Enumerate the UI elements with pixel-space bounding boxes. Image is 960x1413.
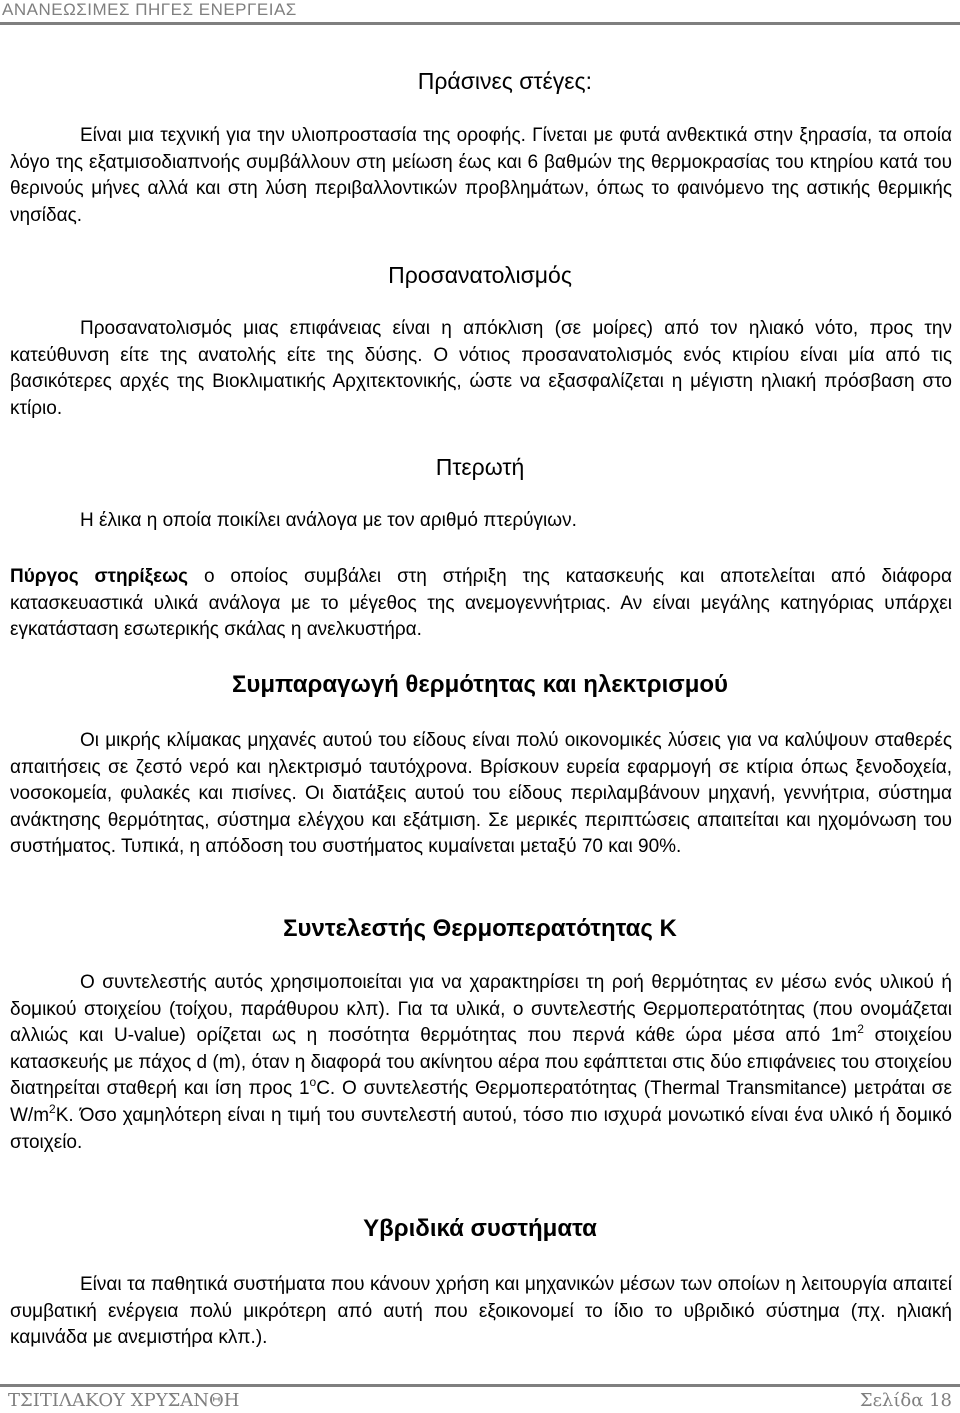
paragraph-blade: Η έλικα η οποία ποικίλει ανάλογα με τον αριθμό πτερύγιων. [80, 510, 577, 531]
paragraph-thermal-k [10, 970, 952, 1156]
paragraph-hybrid: Είναι τα παθητικά συστήματα που κάνουν χρήση και μηχανικών μέσων των οποίων η λειτουργία απαιτεί συμβατική ενέργεια πολύ μικρότερη από αυτή που εξοικονομεί το ίδιο το υβριδικό σύστημα (πχ. ηλιακή καμινάδα με ανεμιστήρα κλπ.). [10, 1274, 952, 1349]
term-tower: Πύργος στηρίξεως [10, 566, 189, 587]
thermal-k-text-4: K. Όσο χαμηλότερη είναι η τιμή του συντελεστή αυτού, τόσο πιο ισχυρά μονωτικό είναι ένα υλικό ή δομικό στοιχείο. [10, 1104, 952, 1153]
paragraph-cogeneration: Οι μικρής κλίμακας μηχανές αυτού του είδους είναι πολύ οικονομικές λύσεις για να καλύψουν σταθερές απαιτήσεις σε ζεστό νερό και ηλεκτρισμό ταυτόχρονα. Βρίσκουν ευρεία εφαρμογή σε κτίρια όπως ξενοδοχεία, νοσοκομεία, φυλακές και πισίνες. Οι διατάξεις αυτού του είδους περιλαμβάνουν μηχανή, γεννήτρια, σύστημα ανάκτησης θερμότητας, σύστημα ελέγχου και εξάτμιση. Σε μερικές περιπτώσεις απαιτείται και ηχομόνωση του συστήματος. Τυπικά, η απόδοση του συστήματος κυμαίνεται μεταξύ 70 και 90%. [10, 730, 952, 858]
heading-cogeneration: Συμπαραγωγή θερμότητας και ηλεκτρισμού [231, 671, 729, 698]
paragraph-tower-body: ο οποίος συμβάλει στη στήριξη της κατασκευής και αποτελείται από διάφορα κατασκευαστικά υλικά ανάλογα με το μέγεθος της ανεμογεννήτριας. Αν είναι μεγάλης κατηγόριας υπάρχει εγκατάσταση εσωτερικής σκάλας η ανελκυστήρα. [10, 566, 952, 641]
thermal-k-text-3: C. Ο συντελεστής Θερμοπερατότητας (Thermal Transmitance) μετράται σε W/m [10, 1078, 952, 1126]
thermal-k-text-1: Ο συντελεστής αυτός χρησιμοποιείται για να χαρακτηρίσει τη ροή θερμότητας εν μέσω ενός υλικού ή δομικού στοιχείου (τοίχου, παράθυρου κλπ). Για τα υλικά, ο συντελεστής Θερμοπερατότητας (που ονομάζεται αλλιώς και U-value) ορίζεται ως η ποσότητα θερμότητας που περνά κάθε ώρα μέσα από 1m [10, 972, 952, 1047]
heading-hybrid: Υβριδικά συστήματα [363, 1215, 597, 1242]
footer-page-number: Σελίδα 18 [859, 1390, 952, 1411]
footer-divider [0, 1384, 960, 1387]
paragraph-tower [10, 564, 952, 644]
paragraph-orientation: Προσανατολισμός μιας επιφάνειας είναι η απόκλιση (σε μοίρες) από τον ηλιακό νότο, προς την κατεύθυνση είτε της ανατολής είτε της δύσης. Ο νότιος προσανατολισμός ενός κτιρίου είναι μία από τις βασικότερες αρχές της Βιοκλιματικής Αρχιτεκτονικής, ώστε να εξασφαλίζεται η μέγιστη ηλιακή πρόσβαση στο κτίριο. [10, 318, 952, 419]
header-divider [0, 22, 960, 25]
thermal-k-text-2: στοιχείου κατασκευής με πάχος d (m), όταν η διαφορά του ακίνητου αέρα που εφάπτεται στις δύο επιφάνειες του στοιχείου διατηρείται σταθερή και ίση προς 1 [10, 1025, 952, 1100]
thermal-k-sup-2: o [309, 1075, 317, 1090]
thermal-k-sup-3: 2 [49, 1101, 56, 1116]
heading-blade: Πτερωτή [435, 454, 525, 480]
heading-orientation: Προσανατολισμός [388, 262, 572, 288]
footer-author: ΤΣΙΤΙΛΑΚΟΥ ΧΡΥΣΑΝΘΗ [8, 1390, 240, 1411]
paragraph-green-roofs: Είναι μια τεχνική για την υλιοπροστασία της οροφής. Γίνεται με φυτά ανθεκτικά στην ξηρασία, τα οποία λόγο της εξατμισοδιαπνοής συμβάλλουν στη μείωση έως και 6 βαθμών της θερμοκρασίας του κτηρίου κατά του θερινούς μήνες αλλά και στη λύση περιβαλλοντικών προβλημάτων, όπως το φαινόμενο της αστικής θερμικής νησίδας. [10, 125, 952, 226]
heading-green-roofs: Πράσινες στέγες: [417, 68, 592, 94]
heading-thermal-k: Συντελεστής Θερμοπερατότητας K [283, 915, 677, 942]
thermal-k-sup-1: 2 [857, 1022, 864, 1037]
running-header: ΑΝΑΝΕΩΣΙΜΕΣ ΠΗΓΕΣ ΕΝΕΡΓΕΙΑΣ [2, 0, 297, 19]
